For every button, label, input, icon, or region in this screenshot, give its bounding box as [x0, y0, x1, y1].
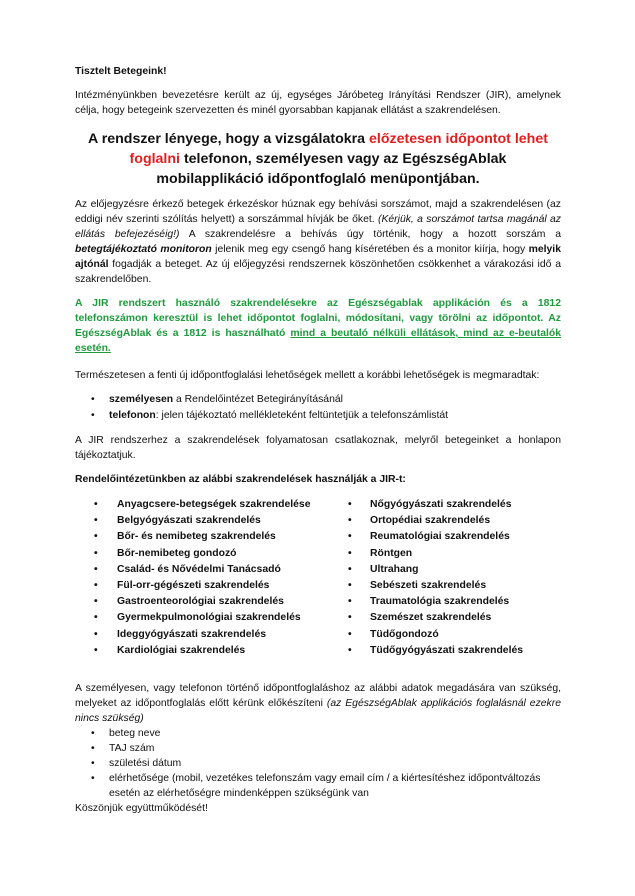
- monitor-emphasis: betegtájékoztató monitoron: [75, 244, 212, 255]
- list-item-label: Sebészeti szakrendelés: [370, 580, 487, 592]
- list-item: [75, 497, 358, 513]
- numbering-text-2: A szakrendelésre a behívás úgy történik, hogy a hozott sorszám a: [179, 229, 561, 240]
- bullet-icon: •: [94, 515, 98, 527]
- headline-part1: A rendszer lényege, hogy a vizsgálatokra: [88, 131, 370, 147]
- numbering-paragraph: [75, 197, 561, 287]
- list-item-label: beteg neve: [109, 728, 161, 740]
- list-item: [348, 643, 561, 659]
- list-item: [75, 529, 358, 545]
- required-data-intro: [75, 681, 561, 726]
- list-item: [348, 529, 561, 545]
- list-item: [348, 562, 561, 578]
- bullet-icon: •: [94, 547, 98, 559]
- list-item: [75, 546, 358, 562]
- list-item-label: Tüdőgondozó: [370, 628, 439, 640]
- list-item: [348, 578, 561, 594]
- list-item: [75, 726, 561, 741]
- list-item-label: Bőr- és nemibeteg szakrendelés: [117, 531, 276, 543]
- green-info-paragraph: [75, 296, 561, 356]
- required-data-list: [75, 726, 561, 801]
- numbering-text-1: Az előjegyzésre érkező betegek érkezéskor húznak egy behívási sorszámot, majd a szakrendelésen (az eddigi név szerinti szólítás helyett) a sorszámmal hívják be őket.: [75, 199, 561, 225]
- list-item-label: Reumatológiai szakrendelés: [370, 531, 510, 543]
- bullet-icon: •: [348, 515, 352, 527]
- bullet-icon: •: [348, 531, 352, 543]
- list-item-label: Ortopédiai szakrendelés: [370, 515, 491, 527]
- green-info-underlined: mind a beutaló nélküli ellátások, mind az e-beutalók esetén.: [75, 328, 561, 354]
- list-item-label: Tüdőgyógyászati szakrendelés: [370, 644, 524, 656]
- numbering-text-4: fogadják a beteget. Az új előjegyzési rendszernek köszönhetően csökkenhet a várakozási idő a szakrendelőben.: [75, 259, 561, 285]
- list-item-label: Szemészet szakrendelés: [370, 612, 492, 624]
- bullet-icon: •: [348, 596, 352, 608]
- bullet-icon: •: [91, 409, 95, 421]
- bullet-icon: •: [348, 644, 352, 656]
- numbering-text-3: jelenik meg egy csengő hang kíséretében és a monitor kiírja, hogy: [211, 244, 529, 255]
- list-item-label: Anyagcsere-betegségek szakrendelése: [117, 499, 311, 510]
- bullet-icon: •: [94, 563, 98, 575]
- option-bold: telefonon: [109, 409, 156, 421]
- departments-left-list: [75, 497, 358, 659]
- list-item-label: Bőr-nemibeteg gondozó: [117, 547, 237, 559]
- list-item-label: Röntgen: [370, 547, 413, 559]
- list-item-label: Belgyógyászati szakrendelés: [117, 515, 261, 527]
- ongoing-paragraph: A JIR rendszerhez a szakrendelések folyamatosan csatlakoznak, melyről betegeinket a honlapon tájékoztatjuk.: [75, 435, 561, 461]
- bullet-icon: •: [91, 773, 95, 785]
- intro-paragraph: Intézményünkben bevezetésre került az új, egységes Járóbeteg Irányítási Rendszer (JIR), amelynek célja, hogy betegeink szervezetten és minél gyorsabban kapjanak ellátást a szakrendelésen.: [75, 90, 561, 116]
- bullet-icon: •: [348, 499, 352, 510]
- list-item: [75, 627, 358, 643]
- green-info-text: A JIR rendszert használó szakrendelésekre az Egészségablak applikáción és a 1812 telefonszámon keresztül is lehet időpontot foglalni, módosítani, vagy törölni az időpontot. Az EgészségAblak és a 1812 is használható: [75, 298, 561, 339]
- bullet-icon: •: [94, 499, 98, 510]
- list-item: [75, 756, 561, 771]
- bullet-icon: •: [94, 644, 98, 656]
- list-item: [75, 513, 358, 529]
- bullet-icon: •: [94, 628, 98, 640]
- bullet-icon: •: [94, 580, 98, 592]
- list-item: [75, 741, 561, 756]
- bullet-icon: •: [91, 394, 95, 405]
- salutation: Tisztelt Betegeink!: [75, 66, 167, 77]
- headline-highlight: előzetesen időpontot lehet foglalni: [129, 131, 548, 167]
- document-page: [75, 64, 561, 816]
- list-item: [75, 610, 358, 626]
- bullet-icon: •: [348, 563, 352, 575]
- option-rest: a Rendelőintézet Betegirányításánál: [173, 394, 343, 405]
- list-item: [348, 513, 561, 529]
- list-item-label: elérhetősége (mobil, vezetékes telefonszám vagy email cím / a kiértesítéshez időpontváltozás esetén az elérhetőségre mindenképpen szükségünk van: [109, 773, 541, 800]
- list-item: [75, 771, 561, 801]
- list-item-label: Traumatológia szakrendelés: [370, 596, 510, 608]
- booking-options-list: [75, 392, 561, 423]
- list-item-label: Kardiológiai szakrendelés: [117, 644, 246, 656]
- required-intro-italic: (az EgészségAblak applikációs foglalásnál ezekre nincs szükség): [75, 698, 561, 725]
- numbering-italic-note: (Kérjük, a sorszámot tartsa magánál az ellátás befejezéséig!): [75, 214, 561, 240]
- closing: Köszönjük együttműködését!: [75, 803, 208, 815]
- list-item-label: Család- és Nővédelmi Tanácsadó: [117, 563, 281, 575]
- list-item-label: születési dátum: [109, 758, 182, 770]
- bullet-icon: •: [91, 728, 95, 740]
- option-rest: : jelen tájékoztató mellékleteként feltüntetjük a telefonszámlistát: [155, 409, 449, 421]
- required-intro-text: A személyesen, vagy telefonon történő időpontfoglaláshoz az alábbi adatok megadására van szükség, melyeket az időpontfoglalás előtt kérünk előkészíteni: [75, 683, 561, 710]
- bullet-icon: •: [91, 758, 95, 770]
- list-item-label: Gastroenteorológiai szakrendelés: [117, 596, 284, 608]
- departments-right-list: [348, 497, 561, 659]
- list-item: [75, 643, 358, 659]
- list-item: [348, 546, 561, 562]
- bullet-icon: •: [348, 612, 352, 624]
- list-item: [75, 594, 358, 610]
- headline: [75, 129, 561, 189]
- departments-columns: [75, 497, 561, 659]
- list-item: [75, 408, 561, 424]
- list-item: [75, 578, 358, 594]
- bullet-icon: •: [91, 743, 95, 755]
- list-item: [75, 392, 561, 408]
- bullet-icon: •: [348, 547, 352, 559]
- door-emphasis: melyik ajtónál: [75, 244, 561, 270]
- options-intro: Természetesen a fenti új időpontfoglalási lehetőségek mellett a korábbi lehetőségek is megmaradtak:: [75, 370, 540, 381]
- bullet-icon: •: [94, 531, 98, 543]
- list-item: [348, 627, 561, 643]
- list-item: [348, 610, 561, 626]
- list-item: [348, 497, 561, 513]
- list-item-label: Nőgyógyászati szakrendelés: [370, 499, 512, 510]
- list-item: [348, 594, 561, 610]
- bullet-icon: •: [348, 628, 352, 640]
- list-item-label: Ideggyógyászati szakrendelés: [117, 628, 266, 640]
- list-item-label: TAJ szám: [109, 743, 155, 755]
- departments-heading: Rendelőintézetünkben az alábbi szakrendelések használják a JIR-t:: [75, 474, 406, 485]
- bullet-icon: •: [94, 596, 98, 608]
- list-item-label: Fül-orr-gégészeti szakrendelés: [117, 580, 270, 592]
- bullet-icon: •: [94, 612, 98, 624]
- list-item-label: Ultrahang: [370, 563, 419, 575]
- headline-part2: telefonon, személyesen vagy az EgészségAblak mobilapplikáció időpontfoglaló menüpontjában.: [156, 151, 507, 187]
- bullet-icon: •: [348, 580, 352, 592]
- list-item-label: Gyermekpulmonológiai szakrendelés: [117, 612, 301, 624]
- option-bold: személyesen: [109, 394, 174, 405]
- list-item: [75, 562, 358, 578]
